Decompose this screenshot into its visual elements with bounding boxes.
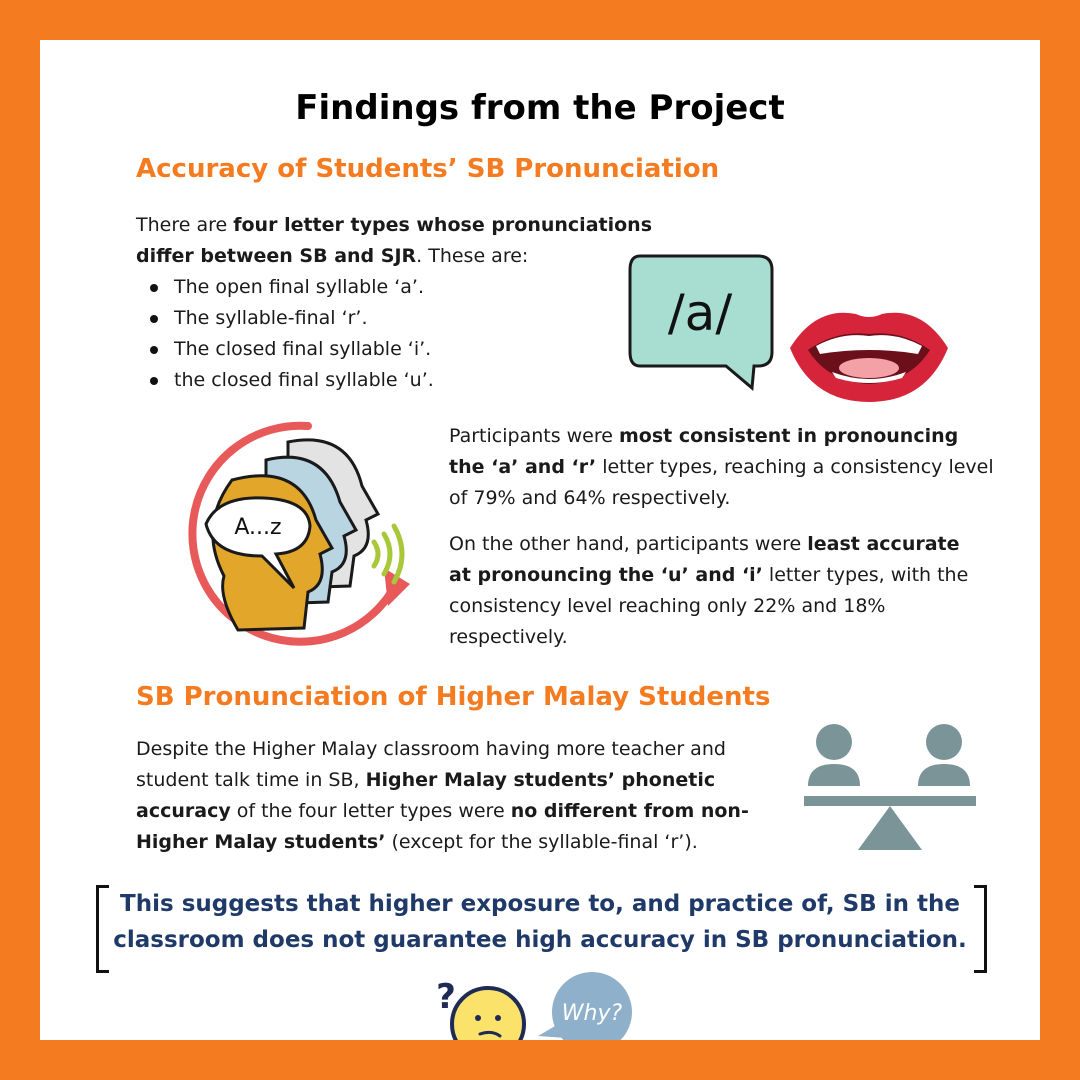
accuracy-paragraph: [449, 529, 969, 653]
accuracy-text-bold: least accurate at pronouncing the ‘u’ and ‘i’: [449, 533, 960, 586]
consistency-paragraph: [449, 421, 994, 514]
content-card: [40, 40, 1040, 1040]
speech-bubble-label: /a/: [667, 284, 733, 342]
list-item: The closed final syllable ‘i’.: [174, 334, 634, 365]
higher-malay-text-bold-1: Higher Malay students’ phonetic accuracy: [136, 769, 716, 822]
section-higher-malay-heading: SB Pronunciation of Higher Malay Students: [136, 682, 771, 712]
confused-face-icon: [430, 978, 526, 1040]
letter-types-list: [136, 272, 634, 396]
head-speaking-icon: [178, 416, 414, 652]
consistency-text-end: letter types, reaching a consistency level of 79% and 64% respectively.: [449, 456, 994, 509]
higher-malay-text-middle: of the four letter types were: [230, 800, 511, 822]
intro-paragraph: [136, 210, 696, 272]
why-label: Why?: [561, 1001, 623, 1026]
higher-malay-paragraph: [136, 734, 786, 858]
list-item: The open final syllable ‘a’.: [174, 272, 634, 303]
higher-malay-text-end: (except for the syllable-final ‘r’).: [385, 831, 698, 853]
conclusion-statement: This suggests that higher exposure to, and practice of, SB in the classroom does not guarantee high accuracy in SB pronunciation.: [113, 891, 967, 953]
speech-bubble-icon: [626, 252, 778, 392]
head-bubble-label: A...z: [234, 515, 282, 540]
consistency-text-start: Participants were: [449, 425, 619, 447]
list-item: The syllable-final ‘r’.: [174, 303, 634, 334]
page-title: Findings from the Project: [295, 88, 785, 128]
open-mouth-icon: [786, 302, 952, 406]
section-accuracy-heading: Accuracy of Students’ SB Pronunciation: [136, 154, 720, 184]
consistency-text-bold: most consistent in pronouncing the ‘a’ and ‘r’: [449, 425, 959, 478]
accuracy-text-start: On the other hand, participants were: [449, 533, 808, 555]
question-mark: ?: [436, 978, 456, 1017]
higher-malay-text-start: Despite the Higher Malay classroom having more teacher and student talk time in SB,: [136, 738, 726, 791]
accuracy-text-end: letter types, with the consistency level reaching only 22% and 18% respectively.: [449, 564, 969, 648]
list-item: the closed final syllable ‘u’.: [174, 365, 634, 396]
balance-scale-icon: [802, 720, 978, 852]
why-bubble-icon: [532, 972, 638, 1040]
intro-text-bold: four letter types whose pronunciations differ between SB and SJR: [136, 214, 653, 267]
intro-text-start: There are: [136, 214, 234, 236]
higher-malay-text-bold-2: no different from non-Higher Malay students’: [136, 800, 749, 853]
intro-text-end: . These are:: [416, 245, 529, 267]
